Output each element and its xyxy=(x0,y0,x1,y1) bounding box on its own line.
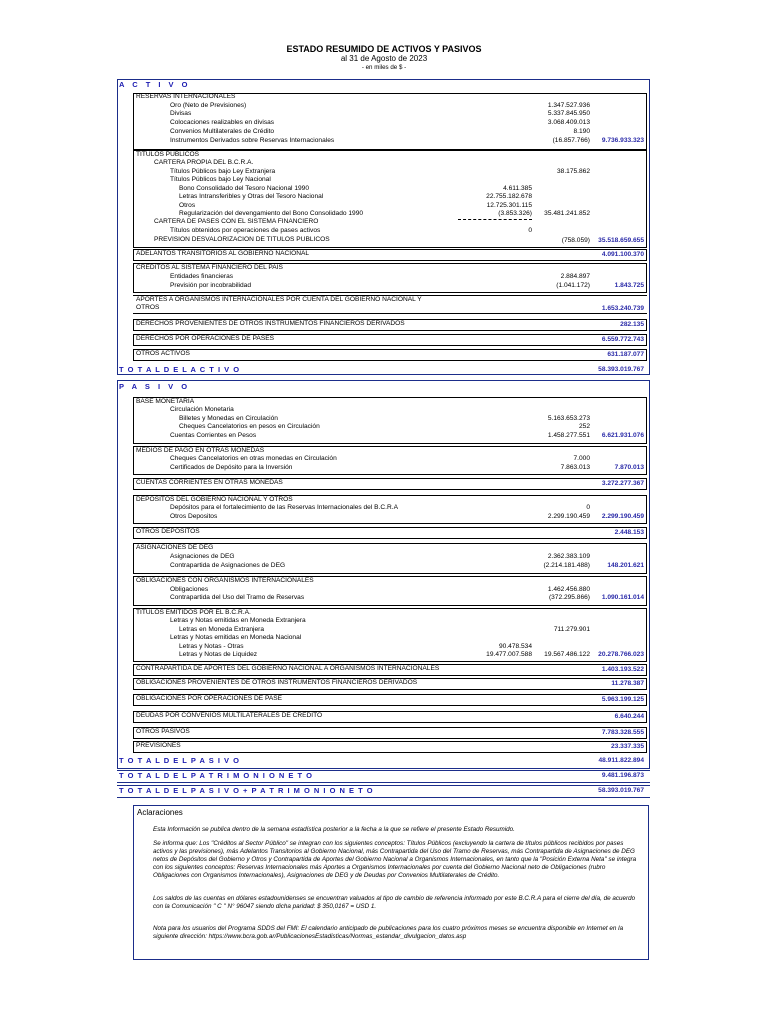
titulos-emitidos-item: Letras y Notas emitidas en Moneda Extranjera xyxy=(170,617,306,624)
derechos-pases-label: DERECHOS POR OPERACIONES DE PASES xyxy=(136,335,275,342)
depositos-gob-item: Otros Depositos xyxy=(170,513,218,520)
cuentas-otras-label: CUENTAS CORRIENTES EN OTRAS MONEDAS xyxy=(136,479,283,486)
titulos-value: (758.059) xyxy=(561,237,590,244)
aclaraciones-p4: Nota para los usuarios del Programa SDDS del FMI: El calendario anticipado de publicaciones para los cuatro próximos meses se encuentra disponible en Internet en la siguiente dirección: https://www.bcra.gob.ar/PublicacionesEstadisticas/Normas_estandar_divulgacion_datos.asp xyxy=(153,925,624,940)
medios-title: MEDIOS DE PAGO EN OTRAS MONEDAS xyxy=(136,447,265,454)
medios-value: 7.000 xyxy=(573,455,590,462)
divider xyxy=(133,313,647,314)
base-value: 1.458.277.551 xyxy=(547,432,590,439)
report-date: al 31 de Agosto de 2023 xyxy=(340,54,428,63)
titulos-total: 35.518.659.655 xyxy=(598,237,644,244)
adelantos-label: ADELANTOS TRANSITORIOS AL GOBIERNO NACIONAL xyxy=(136,250,310,257)
asignaciones-item: Asignaciones de DEG xyxy=(170,553,235,560)
previsiones-label: PREVISIONES xyxy=(136,742,181,749)
divider xyxy=(117,782,650,783)
reservas-item: Instrumentos Derivados sobre Reservas Internacionales xyxy=(170,137,335,144)
titulos-emitidos-subitem: Letras y Notas - Otras xyxy=(179,643,244,650)
pasivo-patrimonio-value: 58.393.019.767 xyxy=(598,787,644,794)
obligaciones-derivados-label: OBLIGACIONES PROVENIENTES DE OTROS INSTRUMENTOS FINANCIEROS DERIVADOS xyxy=(136,679,418,686)
titulos-subitem: Otros xyxy=(179,202,196,209)
aclaraciones-title: Aclaraciones xyxy=(137,808,183,817)
titulos-title: TITULOS PUBLICOS xyxy=(136,151,200,158)
obligaciones-org-item: Obligaciones xyxy=(170,586,209,593)
base-total: 6.621.931.076 xyxy=(601,432,644,439)
otros-activos-label: OTROS ACTIVOS xyxy=(136,350,190,357)
aclaraciones-p2: Se informa que: Los "Créditos al Sector Público" se integran con los siguientes conceptos: Títulos Públicos (excluyendo la cartera de títulos públicos recibidos por pases activos y las previsiones), más Adelantos Transitorios al Gobierno Nacional, más Contrapartida del Uso del Tramo de Reservas, más Contrapartida de Asignaciones de DEG netos de Depósitos del Gobierno y Otros y Contrapartida de Aportes del Gobierno Nacional a Organismos Internacionales, en tanto que la "Posición Externa Neta" se integra con los siguientes conceptos: Reservas Internacionales más Aportes a Organismos Internacionales por cuenta del Gobierno Nacional neto de Obligaciones (rubro Obligaciones con Organismos Internacionales), Asignaciones de DEG y de Deudas por Convenios Multilaterales de Crédito. xyxy=(153,840,637,879)
obligaciones-derivados-total: 11.278.387 xyxy=(611,680,644,687)
base-value: 252 xyxy=(578,423,590,430)
obligaciones-org-item: Contrapartida del Uso del Tramo de Reservas xyxy=(170,594,305,601)
titulos-item: Títulos Públicos bajo Ley Nacional xyxy=(170,176,271,183)
pasivo-label: P A S I V O xyxy=(119,382,191,391)
depositos-gob-value: 2.299.190.459 xyxy=(547,513,590,520)
asignaciones-item: Contrapartida de Asignaciones de DEG xyxy=(170,562,286,569)
otros-depositos-total: 2.448.153 xyxy=(614,529,644,536)
patrimonio-label: T O T A L D E L P A T R I M O N I O N E T O xyxy=(119,771,313,780)
titulos-subvalue: 4.611.385 xyxy=(503,185,532,192)
total-activo-label: T O T A L D E L A C T I V O xyxy=(119,365,241,374)
reservas-total: 9.736.933.323 xyxy=(601,137,644,144)
titulos-emitidos-value: 711.279.901 xyxy=(553,626,590,633)
reservas-title: RESERVAS INTERNACIONALES xyxy=(136,93,236,100)
reservas-value: (16.857.766) xyxy=(552,137,590,144)
creditos-item: Previsión por incobrabilidad xyxy=(170,282,252,289)
divider xyxy=(117,797,650,798)
titulos-emitidos-value: 19.567.486.122 xyxy=(544,651,590,658)
total-pasivo-label: T O T A L D E L P A S I V O xyxy=(119,756,240,765)
total-pasivo-value: 48.911.822.894 xyxy=(598,757,644,764)
medios-total: 7.870.013 xyxy=(614,464,644,471)
creditos-total: 1.843.725 xyxy=(614,282,644,289)
reservas-value: 1.347.527.936 xyxy=(547,102,590,109)
titulos-item: Títulos obtenidos por operaciones de pases activos xyxy=(170,227,321,234)
activo-label: A C T I V O xyxy=(119,80,191,89)
aportes-total: 1.653.240.739 xyxy=(601,305,644,312)
base-item: Cuentas Corrientes en Pesos xyxy=(170,432,257,439)
creditos-value: (1.041.172) xyxy=(556,282,590,289)
asignaciones-value: (2.214.181.488) xyxy=(543,562,590,569)
subtotal-rule xyxy=(458,219,532,220)
titulos-emitidos-subitem: Letras en Moneda Extranjera xyxy=(179,626,265,633)
previsiones-total: 23.337.335 xyxy=(610,743,644,750)
otros-pasivos-label: OTROS PASIVOS xyxy=(136,728,190,735)
medios-item: Cheques Cancelatorios en otras monedas en Circulación xyxy=(170,455,337,462)
reservas-item: Oro (Neto de Previsiones) xyxy=(170,102,247,109)
otros-pasivos-total: 7.783.328.555 xyxy=(601,729,644,736)
total-activo-value: 58.393.019.767 xyxy=(598,366,644,373)
contrapartida-label: CONTRAPARTIDA DE APORTES DEL GOBIERNO NACIONAL A ORGANISMOS INTERNACIONALES xyxy=(136,665,440,672)
derechos-derivados-label: DERECHOS PROVENIENTES DE OTROS INSTRUMENTOS FINANCIEROS DERIVADOS xyxy=(136,320,405,327)
asignaciones-total: 148.201.621 xyxy=(607,562,644,569)
units-note: - en miles de $ - xyxy=(361,64,407,71)
derechos-derivados-total: 282.135 xyxy=(620,321,644,328)
base-circ: Circulación Monetaria xyxy=(170,406,234,413)
titulos-emitidos-subitem: Letras y Notas de Liquidez xyxy=(179,651,258,658)
titulos-prevision: PREVISION DESVALORIZACION DE TITULOS PUBLICOS xyxy=(154,236,330,243)
reservas-value: 5.337.845.950 xyxy=(547,110,590,117)
otros-depositos-label: OTROS DEPOSITOS xyxy=(136,528,200,535)
obligaciones-org-total: 1.090.161.014 xyxy=(601,594,644,601)
titulos-pases: CARTERA DE PASES CON EL SISTEMA FINANCIERO xyxy=(154,218,319,225)
titulos-value: 38.175.862 xyxy=(556,168,590,175)
reservas-value: 8.190 xyxy=(573,128,590,135)
medios-item: Certificados de Depósito para la Inversión xyxy=(170,464,293,471)
titulos-emitidos-item: Letras y Notas emitidas en Moneda Nacional xyxy=(170,634,302,641)
titulos-subvalue: 12.725.301.115 xyxy=(486,202,532,209)
asignaciones-title: ASIGNACIONES DE DEG xyxy=(136,544,214,551)
medios-value: 7.863.013 xyxy=(560,464,590,471)
creditos-value: 2.884.897 xyxy=(560,273,590,280)
aclaraciones-p3: Los saldos de las cuentas en dólares estadounidenses se encuentran valuados al tipo de cambio de referencia informado por este B.C.R.A para el cierre del día, de acuerdo con la Comunicación " C " N° 96047 siendo dicha paridad: $ 350,0167 = USD 1. xyxy=(153,895,636,910)
titulos-subvalue: 22.755.182.678 xyxy=(486,193,532,200)
depositos-gob-item: Depósitos para el fortalecimiento de las Reservas Internacionales del B.C.R.A xyxy=(170,504,398,511)
depositos-gob-title: DEPOSITOS DEL GOBIERNO NACIONAL Y OTROS xyxy=(136,496,293,503)
titulos-item: Títulos Públicos bajo Ley Extranjera xyxy=(170,168,276,175)
patrimonio-value: 9.481.196.873 xyxy=(601,772,644,779)
reservas-item: Colocaciones realizables en divisas xyxy=(170,119,275,126)
obligaciones-pase-label: OBLIGACIONES POR OPERACIONES DE PASE xyxy=(136,695,283,702)
obligaciones-org-value: 1.462.456.880 xyxy=(547,586,590,593)
otros-activos-total: 631.187.077 xyxy=(607,351,644,358)
derechos-pases-total: 6.559.772.743 xyxy=(601,336,644,343)
base-title: BASE MONETARIA xyxy=(136,398,195,405)
contrapartida-total: 1.403.193.522 xyxy=(601,666,644,673)
reservas-item: Divisas xyxy=(170,110,192,117)
titulos-cartera: CARTERA PROPIA DEL B.C.R.A. xyxy=(154,159,254,166)
base-item: Billetes y Monedas en Circulación xyxy=(179,415,278,422)
titulos-subvalue: 0 xyxy=(528,227,532,234)
titulos-value: 35.481.241.852 xyxy=(544,210,590,217)
titulos-subvalue: (3.853.326) xyxy=(498,210,532,217)
asignaciones-value: 2.362.383.109 xyxy=(547,553,590,560)
aclaraciones-p1: Esta Información se publica dentro de la semana estadística posterior a la fecha a la que se refiere el presente Estado Resumido. xyxy=(153,826,515,833)
obligaciones-org-title: OBLIGACIONES CON ORGANISMOS INTERNACIONALES xyxy=(136,577,314,584)
titulos-subitem: Bono Consolidado del Tesoro Nacional 1990 xyxy=(179,185,310,192)
deudas-label: DEUDAS POR CONVENIOS MULTILATERALES DE CREDITO xyxy=(136,712,323,719)
base-value: 5.163.653.273 xyxy=(547,415,590,422)
reservas-value: 3.068.409.013 xyxy=(547,119,590,126)
depositos-gob-total: 2.299.190.459 xyxy=(601,513,644,520)
obligaciones-org-value: (372.295.866) xyxy=(548,594,590,601)
cuentas-otras-total: 3.272.277.367 xyxy=(601,480,644,487)
titulos-subitem: Regularización del devengamiento del Bono Consolidado 1990 xyxy=(179,210,364,217)
aportes-label: APORTES A ORGANISMOS INTERNACIONALES POR CUENTA DEL GOBIERNO NACIONAL Y xyxy=(136,296,422,303)
pasivo-patrimonio-label: T O T A L D E L P A S I V O + P A T R I M O N I O N E T O xyxy=(119,786,374,795)
adelantos-total: 4.091.100.370 xyxy=(601,251,644,258)
reservas-item: Convenios Multilaterales de Crédito xyxy=(170,128,275,135)
creditos-item: Entidades financieras xyxy=(170,273,234,280)
titulos-emitidos-subvalue: 90.478.534 xyxy=(498,643,532,650)
page-title: ESTADO RESUMIDO DE ACTIVOS Y PASIVOS xyxy=(286,44,482,54)
deudas-total: 6.640.244 xyxy=(614,713,644,720)
obligaciones-pase-total: 5.963.199.125 xyxy=(601,696,644,703)
titulos-emitidos-title: TITULOS EMITIDOS POR EL B.C.R.A. xyxy=(136,609,251,616)
depositos-gob-value: 0 xyxy=(586,504,590,511)
titulos-emitidos-subvalue: 19.477.007.588 xyxy=(486,651,532,658)
aportes-label-2: OTROS xyxy=(136,304,160,311)
titulos-emitidos-total: 20.278.766.023 xyxy=(598,651,644,658)
creditos-title: CREDITOS AL SISTEMA FINANCIERO DEL PAIS xyxy=(136,264,283,271)
base-item: Cheques Cancelatorios en pesos en Circulación xyxy=(179,423,320,430)
titulos-subitem: Letras Intransferibles y Otras del Tesoro Nacional xyxy=(179,193,324,200)
